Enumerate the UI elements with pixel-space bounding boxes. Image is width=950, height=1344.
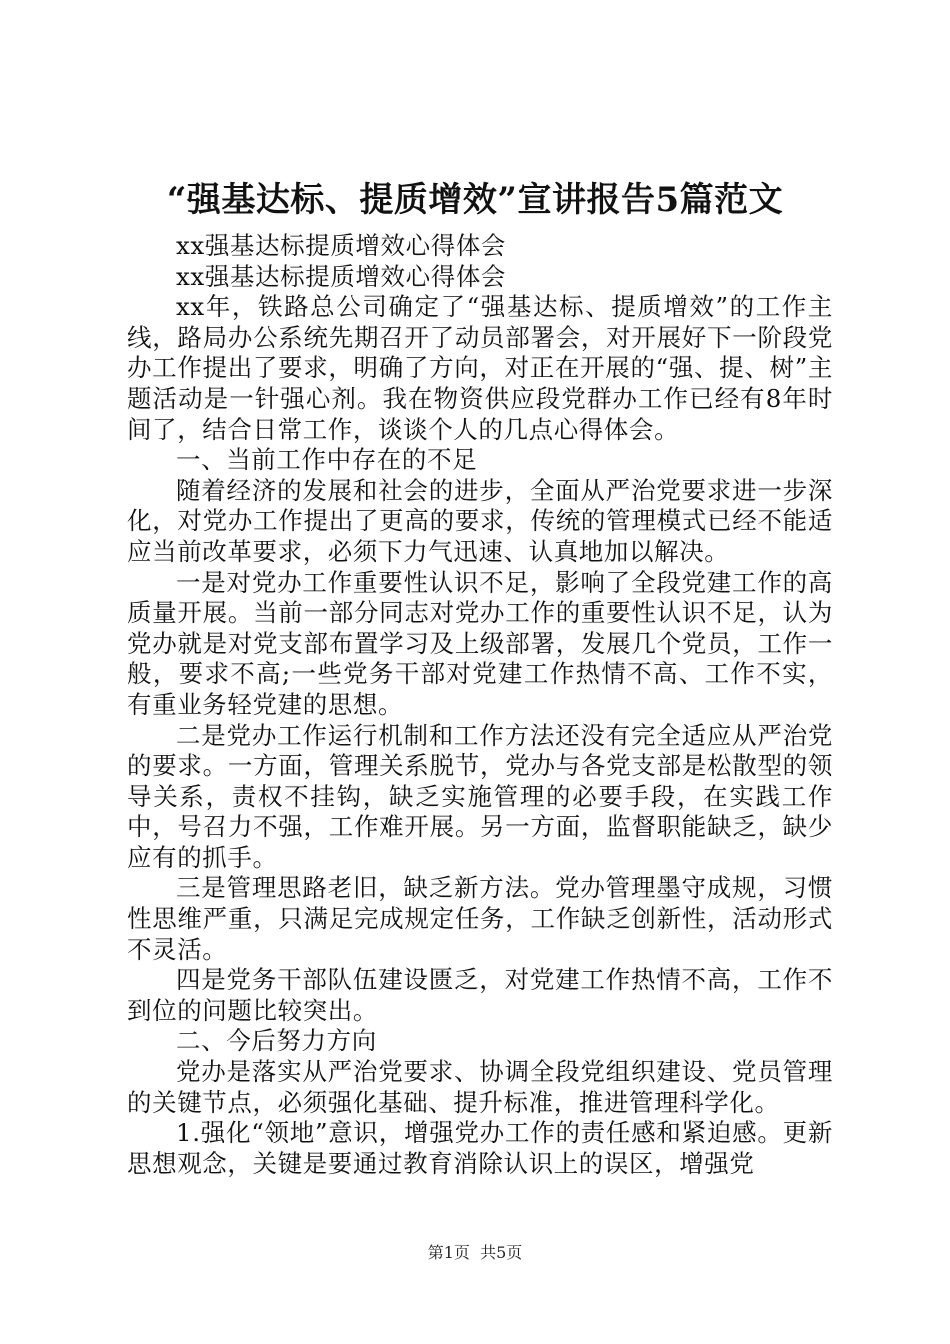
paragraph: 1.强化“领地”意识，增强党办工作的责任感和紧迫感。更新思想观念，关键是要通过教育消除认识上的误区，增强党: [127, 1118, 833, 1178]
paragraph: 二是党办工作运行机制和工作方法还没有完全适应从严治党的要求。一方面，管理关系脱节，党办与各党支部是松散型的领导关系，责权不挂钩，缺乏实施管理的必要手段，在实践工作中，号召力不强，工作难开展。另一方面，监督职能缺乏，缺少应有的抓手。: [127, 720, 833, 872]
document-title: “强基达标、提质增效”宣讲报告5篇范文: [166, 180, 784, 220]
paragraph: 三是管理思路老旧，缺乏新方法。党办管理墨守成规，习惯性思维严重，只满足完成规定任务，工作缺乏创新性，活动形式不灵活。: [127, 873, 833, 964]
paragraph: xx年，铁路总公司确定了“强基达标、提质增效”的工作主线，路局办公系统先期召开了动员部署会，对开展好下一阶段党办工作提出了要求，明确了方向，对正在开展的“强、提、树”主题活动是一针强心剂。我在物资供应段党群办工作已经有8年时间了，结合日常工作，谈谈个人的几点心得体会。: [127, 292, 833, 444]
paragraph: xx强基达标提质增效心得体会: [176, 231, 507, 260]
document-body: [127, 231, 833, 1179]
paragraph: 一是对党办工作重要性认识不足，影响了全段党建工作的高质量开展。当前一部分同志对党办工作的重要性认识不足，认为党办就是对党支部布置学习及上级部署，发展几个党员，工作一般，要求不高;一些党务干部对党建工作热情不高、工作不实，有重业务轻党建的思想。: [127, 567, 833, 719]
paragraph: 党办是落实从严治党要求、协调全段党组织建设、党员管理的关键节点，必须强化基础、提升标准，推进管理科学化。: [127, 1057, 833, 1117]
paragraph: 四是党务干部队伍建设匮乏，对党建工作热情不高，工作不到位的问题比较突出。: [127, 965, 833, 1025]
page-footer: [0, 1242, 950, 1264]
section-heading: 一、当前工作中存在的不足: [176, 445, 478, 475]
paragraph: xx强基达标提质增效心得体会: [176, 261, 507, 291]
section-heading: 二、今后努力方向: [176, 1026, 377, 1056]
page-total: 共5页: [480, 1243, 523, 1262]
paragraph: 随着经济的发展和社会的进步，全面从严治党要求进一步深化，对党办工作提出了更高的要求，传统的管理模式已经不能适应当前改革要求，必须下力气迅速、认真地加以解决。: [127, 475, 833, 566]
page-number: 第1页: [427, 1243, 470, 1262]
